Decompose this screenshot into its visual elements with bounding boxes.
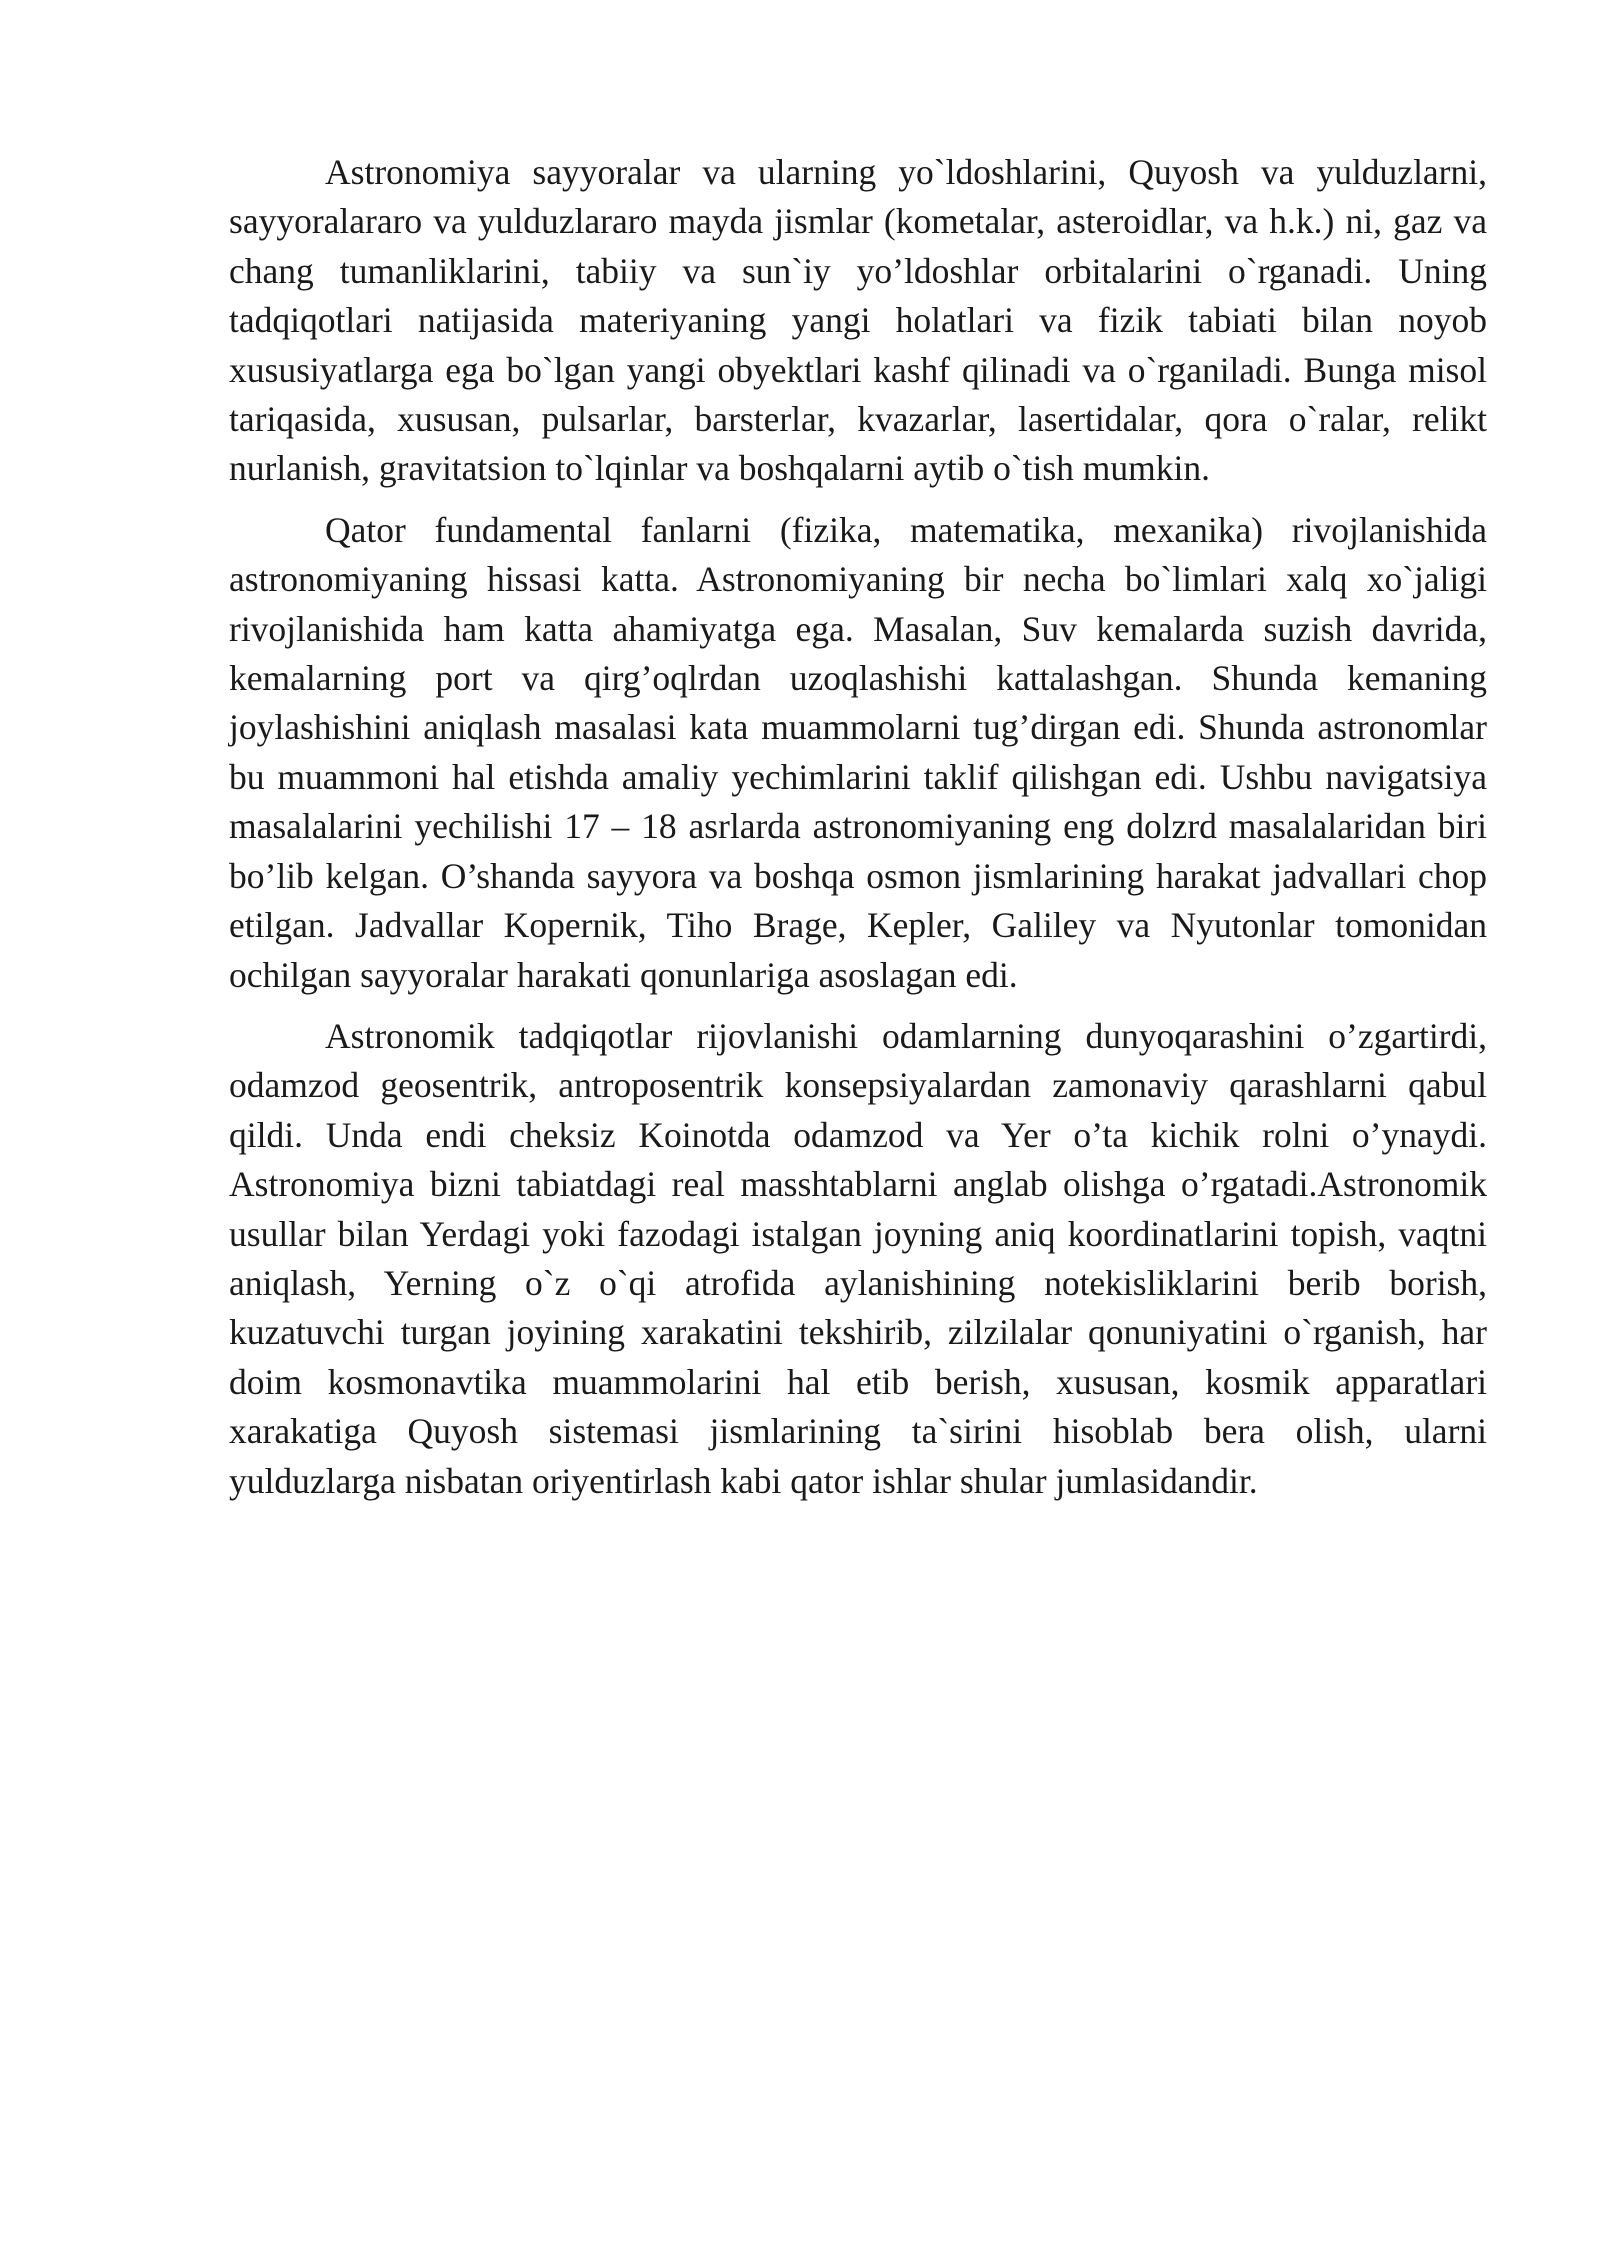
document-body [229, 148, 1487, 1518]
paragraph-astronomy-scope: Astronomiya sayyoralar va ularning yo`ldoshlarini, Quyosh va yulduzlarni, sayyoralararo va yulduzlararo mayda jismlar (kometalar, asteroidlar, va h.k.) ni, gaz va chang tumanliklarini, tabiiy va sun`iy yo’ldoshlar orbitalarini o`rganadi. Uning tadqiqotlari natijasida materiyaning yangi holatlari va fizik tabiati bilan noyob xususiyatlarga ega bo`lgan yangi obyektlari kashf qilinadi va o`rganiladi. Bunga misol tariqasida, xususan, pulsarlar, barsterlar, kvazarlar, lasertidalar, qora o`ralar, relikt nurlanish, gravitatsion to`lqinlar va boshqalarni aytib o`tish mumkin. [229, 152, 1487, 489]
paragraph-astronomy-worldview: Astronomik tadqiqotlar rijovlanishi odamlarning dunyoqarashini o’zgartirdi, odamzod geosentrik, antroposentrik konsepsiyalardan zamonaviy qarashlarni qabul qildi. Unda endi cheksiz Koinotda odamzod va Yer o’ta kichik rolni o’ynaydi. Astronomiya bizni tabiatdagi real masshtablarni anglab olishga o’rgatadi.Astronomik usullar bilan Yerdagi yoki fazodagi istalgan joyning aniq koordinatlarini topish, vaqtni aniqlash, Yerning o`z o`qi atrofida aylanishining notekisliklarini berib borish, kuzatuvchi turgan joyining xarakatini tekshirib, zilzilalar qonuniyatini o`rganish, har doim kosmonavtika muammolarini hal etib berish, xususan, kosmik apparatlari xarakatiga Quyosh sistemasi jismlarining ta`sirini hisoblab bera olish, ularni yulduzlarga nisbatan oriyentirlash kabi qator ishlar shular jumlasidandir. [229, 1015, 1487, 1501]
paragraph-astronomy-contribution: Qator fundamental fanlarni (fizika, matematika, mexanika) rivojlanishida astronomiyaning hissasi katta. Astronomiyaning bir necha bo`limlari xalq xo`jaligi rivojlanishida ham katta ahamiyatga ega. Masalan, Suv kemalarda suzish davrida, kemalarning port va qirg’oqlrdan uzoqlashishi kattalashgan. Shunda kemaning joylashishini aniqlash masalasi kata muammolarni tug’dirgan edi. Shunda astronomlar bu muammoni hal etishda amaliy yechimlarini taklif qilishgan edi. Ushbu navigatsiya masalalarini yechilishi 17 – 18 asrlarda astronomiyaning eng dolzrd masalalaridan biri bo’lib kelgan. O’shanda sayyora va boshqa osmon jismlarining harakat jadvallari chop etilgan. Jadvallar Kopernik, Tiho Brage, Kepler, Galiley va Nyutonlar tomonidan ochilgan sayyoralar harakati qonunlariga asoslagan edi. [229, 509, 1487, 995]
